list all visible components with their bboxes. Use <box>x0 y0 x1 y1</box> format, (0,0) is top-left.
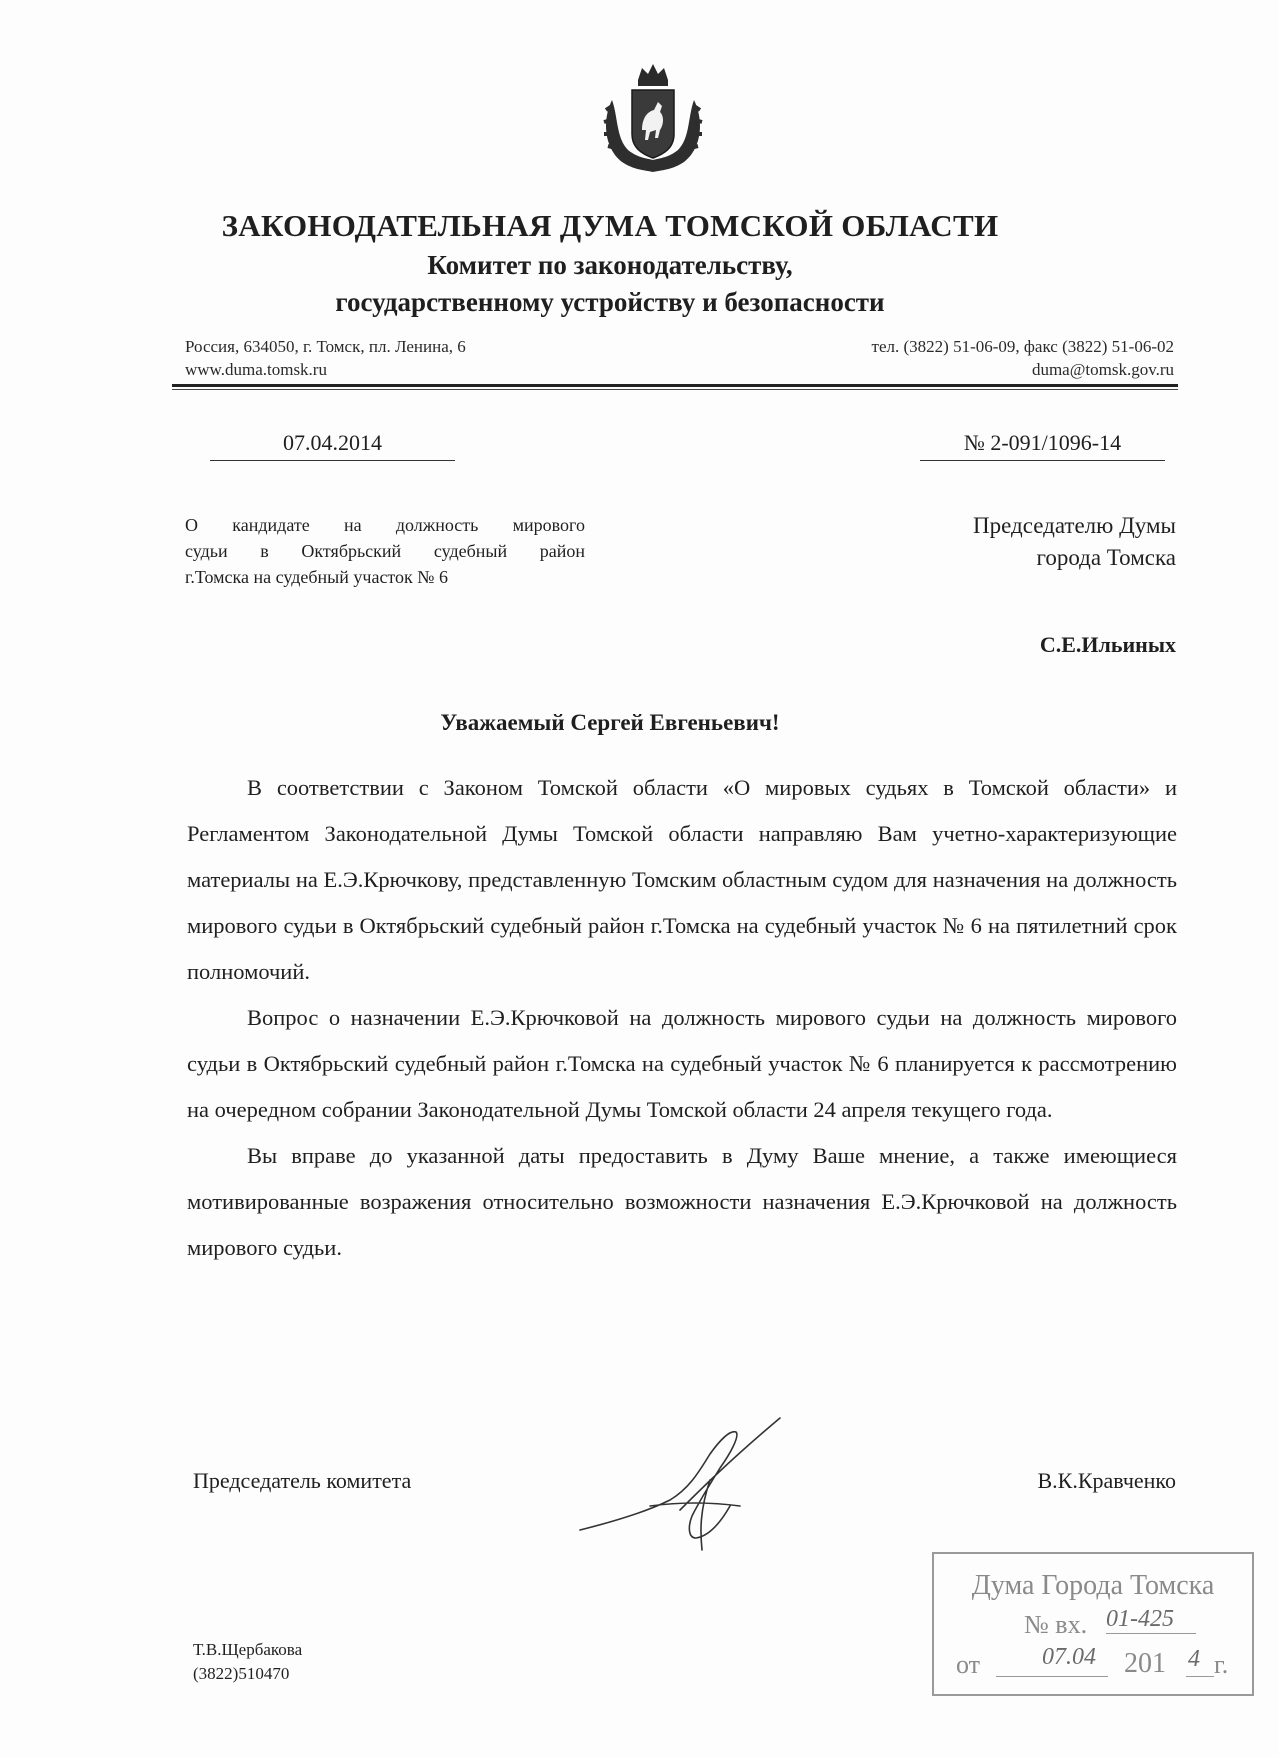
committee-name-line2: государственному устройству и безопасности <box>335 287 885 317</box>
body-paragraph: Вопрос о назначении Е.Э.Крючковой на должность мирового судьи на должность мирового судьи в Октябрьский судебный район г.Томска на судебный участок № 6 планируется к рассмотрению на очередном собрании Законодательной Думы Томской области 24 апреля текущего года. <box>187 1005 1177 1122</box>
stamp-incoming-label: № вх. <box>1024 1610 1088 1639</box>
stamp-year-suffix: г. <box>1214 1650 1229 1679</box>
letter-subject <box>185 512 585 590</box>
stamp-title: Дума Города Томска <box>971 1570 1215 1601</box>
recipient-title-line1: Председателю Думы <box>973 513 1176 538</box>
letter-date: 07.04.2014 <box>210 430 455 461</box>
stamp-year-underline <box>1186 1676 1214 1677</box>
executor-name: Т.В.Щербакова <box>193 1640 303 1659</box>
website-link[interactable]: www.duma.tomsk.ru <box>185 360 327 379</box>
email-link[interactable]: duma@tomsk.gov.ru <box>1031 360 1174 379</box>
subject-line: О кандидате на должность мирового <box>185 515 585 535</box>
stamp-year-value: 4 <box>1188 1646 1200 1672</box>
postal-address: Россия, 634050, г. Томск, пл. Ленина, 6 <box>185 337 466 356</box>
executor-phone: (3822)510470 <box>193 1664 290 1683</box>
body-paragraph: Вы вправе до указанной даты предоставить в Думу Ваше мнение, а также имеющиеся мотивированные возражения относительно возможности назначения Е.Э.Крючковой на должность мирового судьи. <box>187 1143 1177 1260</box>
signer-position: Председатель комитета <box>193 1468 412 1493</box>
handwritten-signature <box>560 1410 820 1560</box>
stamp-incoming-number: 01-425 <box>1106 1606 1196 1634</box>
registration-stamp <box>932 1552 1254 1696</box>
tomsk-oblast-coat-of-arms-icon <box>598 60 708 178</box>
signer-name: В.К.Кравченко <box>1037 1468 1176 1493</box>
stamp-date-underline <box>996 1676 1108 1677</box>
letter-body <box>187 765 1177 1271</box>
organization-title: ЗАКОНОДАТЕЛЬНАЯ ДУМА ТОМСКОЙ ОБЛАСТИ <box>221 208 999 243</box>
recipient-name: С.Е.Ильиных <box>1039 632 1176 657</box>
recipient-title-line2: города Томска <box>1036 545 1176 570</box>
body-paragraph: В соответствии с Законом Томской области «О мировых судьях в Томской области» и Регламентом Законодательной Думы Томской области направляю Вам учетно-характеризующие материалы на Е.Э.Крючкову, представленную Томским областным судом для назначения на должность мирового судьи в Октябрьский судебный район г.Томска на судебный участок № 6 на пятилетний срок полномочий. <box>187 775 1177 984</box>
subject-line: судьи в Октябрьский судебный район <box>185 541 585 561</box>
committee-name-line1: Комитет по законодательству, <box>427 250 793 280</box>
phone-fax: тел. (3822) 51-06-09, факс (3822) 51-06-02 <box>871 337 1174 356</box>
stamp-date-label: от <box>956 1650 981 1679</box>
stamp-date-value: 07.04 <box>1042 1644 1096 1670</box>
header-divider-thin <box>172 389 1178 390</box>
subject-line: г.Томска на судебный участок № 6 <box>185 567 448 587</box>
letter-reference-number: № 2-091/1096-14 <box>920 430 1165 461</box>
stamp-year-prefix: 201 <box>1124 1648 1166 1679</box>
header-divider <box>172 384 1178 387</box>
salutation: Уважаемый Сергей Евгеньевич! <box>440 710 780 735</box>
